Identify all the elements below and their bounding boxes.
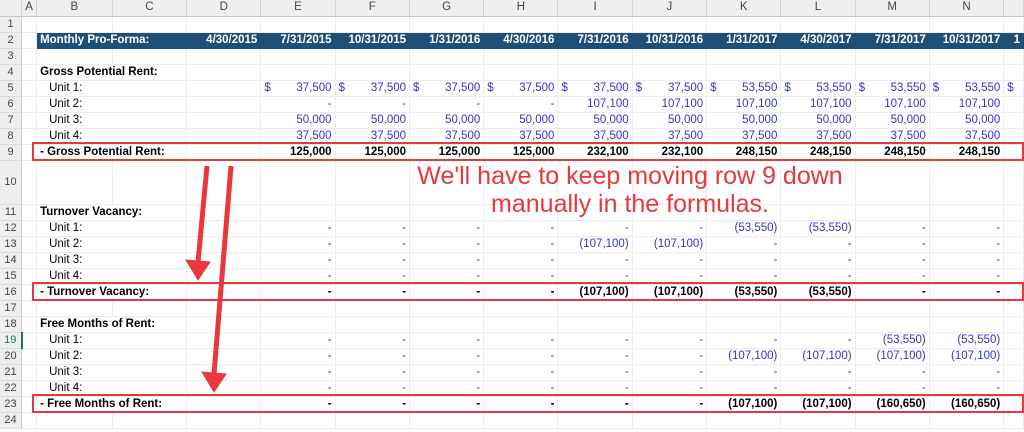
amount: 37,500 bbox=[519, 81, 555, 94]
value-cell[interactable]: - bbox=[632, 348, 707, 364]
row-header[interactable]: 12 bbox=[0, 220, 22, 236]
value-cell[interactable]: - bbox=[261, 364, 335, 380]
row-label[interactable]: Unit 4: bbox=[37, 380, 187, 396]
column-header[interactable]: D bbox=[187, 0, 261, 16]
value-cell[interactable]: - bbox=[558, 220, 632, 236]
annotation-line: manually in the formulas. bbox=[491, 190, 769, 218]
value-cell[interactable]: - bbox=[632, 252, 707, 268]
value-cell[interactable]: - bbox=[781, 268, 855, 284]
value-cell[interactable]: 50,000 bbox=[632, 112, 707, 128]
value-cell[interactable]: - bbox=[855, 236, 929, 252]
value-cell[interactable]: 107,100 bbox=[632, 96, 707, 112]
total-value-cell[interactable]: 248,150 bbox=[707, 144, 781, 160]
value-cell[interactable]: - bbox=[558, 380, 632, 396]
value-cell[interactable]: - bbox=[707, 252, 781, 268]
value-cell[interactable]: - bbox=[335, 268, 410, 284]
total-value-cell[interactable]: 125,000 bbox=[261, 144, 335, 160]
value-cell[interactable]: - bbox=[707, 236, 781, 252]
date-header[interactable]: 4/30/2016 bbox=[484, 32, 558, 48]
value-cell[interactable]: - bbox=[632, 268, 707, 284]
value-cell[interactable]: - bbox=[855, 268, 929, 284]
value-cell[interactable]: 37,500 bbox=[632, 128, 707, 144]
value-cell[interactable]: 50,000 bbox=[855, 112, 929, 128]
value-cell[interactable]: (53,550) bbox=[855, 332, 929, 348]
total-value-cell[interactable]: - bbox=[855, 284, 929, 300]
row-label[interactable]: Unit 2: bbox=[37, 236, 187, 252]
row-header[interactable]: 15 bbox=[0, 268, 22, 284]
row-header[interactable]: 24 bbox=[0, 412, 22, 428]
row-header[interactable]: 13 bbox=[0, 236, 22, 252]
value-cell[interactable]: 50,000 bbox=[410, 112, 484, 128]
proforma-title[interactable]: Monthly Pro-Forma: bbox=[37, 32, 187, 48]
value-cell[interactable]: 37,500 bbox=[707, 128, 781, 144]
date-header[interactable]: 4/30/2015 bbox=[187, 32, 261, 48]
column-header[interactable]: I bbox=[558, 0, 632, 16]
value-cell[interactable]: 37,500 bbox=[558, 128, 632, 144]
date-header[interactable]: 1/31/2017 bbox=[707, 32, 781, 48]
value-cell[interactable]: - bbox=[335, 236, 410, 252]
value-cell[interactable]: - bbox=[410, 332, 484, 348]
date-header[interactable]: 1 bbox=[1004, 32, 1024, 48]
total-value-cell[interactable]: - bbox=[558, 396, 632, 412]
total-value-cell[interactable]: (160,650) bbox=[929, 396, 1004, 412]
value-cell[interactable]: - bbox=[335, 252, 410, 268]
total-value-cell[interactable]: 232,100 bbox=[632, 144, 707, 160]
column-header[interactable]: B bbox=[37, 0, 113, 16]
value-cell[interactable]: - bbox=[855, 220, 929, 236]
total-value-cell[interactable]: - bbox=[484, 284, 558, 300]
row-header[interactable]: 17 bbox=[0, 300, 22, 316]
value-cell[interactable]: - bbox=[781, 252, 855, 268]
date-header[interactable]: 10/31/2016 bbox=[632, 32, 707, 48]
date-header[interactable]: 7/31/2015 bbox=[261, 32, 335, 48]
column-header[interactable]: L bbox=[781, 0, 855, 16]
value-cell[interactable]: - bbox=[781, 380, 855, 396]
value-cell[interactable]: (53,550) bbox=[781, 220, 855, 236]
section-title[interactable]: Turnover Vacancy: bbox=[37, 204, 187, 220]
value-cell[interactable]: - bbox=[929, 364, 1004, 380]
total-value-cell[interactable]: - bbox=[261, 284, 335, 300]
value-cell[interactable]: - bbox=[335, 96, 410, 112]
value-cell[interactable]: - bbox=[261, 252, 335, 268]
value-cell[interactable]: 107,100 bbox=[929, 96, 1004, 112]
date-header[interactable]: 10/31/2015 bbox=[335, 32, 410, 48]
amount: 53,550 bbox=[816, 81, 852, 94]
value-cell[interactable]: - bbox=[261, 220, 335, 236]
value-cell[interactable]: (53,550) bbox=[707, 220, 781, 236]
value-cell[interactable]: - bbox=[707, 364, 781, 380]
column-header[interactable]: K bbox=[707, 0, 781, 16]
value-cell[interactable]: - bbox=[558, 348, 632, 364]
dollar-sign: $ bbox=[264, 81, 271, 94]
row-label[interactable]: Unit 4: bbox=[37, 268, 187, 284]
row-header[interactable]: 2 bbox=[0, 32, 22, 48]
column-header[interactable]: G bbox=[410, 0, 484, 16]
value-cell[interactable]: - bbox=[410, 380, 484, 396]
value-cell[interactable]: - bbox=[707, 380, 781, 396]
row-label[interactable]: Unit 3: bbox=[37, 112, 187, 128]
row-label[interactable]: Unit 2: bbox=[37, 96, 187, 112]
row-label[interactable]: Unit 1: bbox=[37, 220, 187, 236]
arrow-down-icon bbox=[202, 166, 231, 392]
value-cell[interactable]: (107,100) bbox=[558, 236, 632, 252]
value-cell[interactable]: 37,500 bbox=[410, 128, 484, 144]
row-header[interactable]: 3 bbox=[0, 48, 22, 64]
value-cell[interactable]: - bbox=[632, 364, 707, 380]
column-header[interactable]: A bbox=[22, 0, 37, 16]
value-cell[interactable]: - bbox=[558, 252, 632, 268]
annotation-part: We'll have to keep bbox=[417, 162, 621, 190]
value-cell[interactable]: - bbox=[707, 332, 781, 348]
value-cell[interactable]: - bbox=[484, 380, 558, 396]
value-cell[interactable]: (107,100) bbox=[632, 236, 707, 252]
value-cell[interactable]: - bbox=[261, 268, 335, 284]
value-cell[interactable]: - bbox=[855, 252, 929, 268]
value-cell[interactable]: 50,000 bbox=[781, 112, 855, 128]
column-header[interactable]: E bbox=[261, 0, 335, 16]
value-cell[interactable]: 50,000 bbox=[707, 112, 781, 128]
value-cell[interactable]: - bbox=[558, 268, 632, 284]
row-header[interactable]: 23 bbox=[0, 396, 22, 412]
value-cell[interactable]: 37,500 bbox=[855, 128, 929, 144]
row-label[interactable]: Unit 2: bbox=[37, 348, 187, 364]
row-header[interactable]: 4 bbox=[0, 64, 22, 80]
total-value-cell[interactable]: - bbox=[929, 284, 1004, 300]
amount: 37,500 bbox=[445, 81, 481, 94]
value-cell[interactable]: - bbox=[335, 364, 410, 380]
value-cell[interactable]: - bbox=[855, 364, 929, 380]
value-cell[interactable]: - bbox=[410, 364, 484, 380]
value-cell[interactable]: - bbox=[781, 236, 855, 252]
value-cell[interactable]: - bbox=[632, 332, 707, 348]
dollar-sign: $ bbox=[413, 81, 420, 94]
value-cell[interactable]: - bbox=[632, 380, 707, 396]
row-label[interactable]: Unit 1: bbox=[37, 80, 187, 96]
amount: 53,550 bbox=[965, 81, 1001, 94]
value-cell[interactable]: 50,000 bbox=[484, 112, 558, 128]
value-cell[interactable]: - bbox=[335, 332, 410, 348]
annotation-line bbox=[280, 162, 980, 190]
total-value-cell[interactable]: - bbox=[632, 396, 707, 412]
column-header[interactable]: N bbox=[929, 0, 1004, 16]
row-header[interactable]: 18 bbox=[0, 316, 22, 332]
value-cell[interactable]: 37,500 bbox=[261, 128, 335, 144]
total-value-cell[interactable]: 232,100 bbox=[558, 144, 632, 160]
value-cell[interactable]: - bbox=[484, 348, 558, 364]
date-header[interactable]: 7/31/2016 bbox=[558, 32, 632, 48]
value-cell[interactable]: 50,000 bbox=[335, 112, 410, 128]
column-header[interactable]: C bbox=[112, 0, 187, 16]
value-cell[interactable]: - bbox=[410, 252, 484, 268]
total-value-cell[interactable]: (53,550) bbox=[707, 284, 781, 300]
value-cell[interactable]: - bbox=[707, 268, 781, 284]
total-value-cell[interactable]: - bbox=[410, 396, 484, 412]
value-cell[interactable]: 37,500 bbox=[781, 128, 855, 144]
date-header[interactable]: 10/31/2017 bbox=[929, 32, 1004, 48]
value-cell[interactable]: (107,100) bbox=[781, 348, 855, 364]
value-cell[interactable]: - bbox=[484, 332, 558, 348]
total-value-cell[interactable]: (107,100) bbox=[632, 284, 707, 300]
dollar-sign: $ bbox=[338, 81, 345, 94]
value-cell[interactable]: 37,500 bbox=[484, 128, 558, 144]
column-header[interactable]: M bbox=[855, 0, 929, 16]
value-cell[interactable]: - bbox=[484, 220, 558, 236]
row-label[interactable]: Unit 1: bbox=[37, 332, 187, 348]
total-value-cell[interactable]: (107,100) bbox=[558, 284, 632, 300]
row-header[interactable]: 21 bbox=[0, 364, 22, 380]
total-value-cell[interactable]: (107,100) bbox=[707, 396, 781, 412]
value-cell[interactable]: - bbox=[632, 220, 707, 236]
date-header[interactable]: 1/31/2016 bbox=[410, 32, 484, 48]
dollar-sign: $ bbox=[561, 81, 568, 94]
amount: 37,500 bbox=[370, 81, 407, 94]
value-cell[interactable]: - bbox=[335, 348, 410, 364]
amount: 53,550 bbox=[742, 81, 778, 94]
value-cell[interactable]: (53,550) bbox=[929, 332, 1004, 348]
total-value-cell[interactable]: (107,100) bbox=[781, 396, 855, 412]
row-header[interactable]: 7 bbox=[0, 112, 22, 128]
row-label[interactable]: Unit 3: bbox=[37, 364, 187, 380]
value-cell[interactable]: - bbox=[261, 236, 335, 252]
value-cell[interactable]: 107,100 bbox=[781, 96, 855, 112]
value-cell[interactable]: - bbox=[410, 268, 484, 284]
value-cell[interactable]: 107,100 bbox=[855, 96, 929, 112]
total-value-cell[interactable]: 125,000 bbox=[410, 144, 484, 160]
value-cell[interactable]: - bbox=[484, 268, 558, 284]
total-value-cell[interactable]: 125,000 bbox=[484, 144, 558, 160]
value-cell[interactable]: - bbox=[781, 332, 855, 348]
value-cell[interactable]: - bbox=[410, 348, 484, 364]
row-header[interactable]: 16 bbox=[0, 284, 22, 300]
value-cell[interactable]: 107,100 bbox=[558, 96, 632, 112]
value-cell[interactable]: - bbox=[410, 220, 484, 236]
value-cell[interactable]: (107,100) bbox=[855, 348, 929, 364]
amount: 37,500 bbox=[296, 81, 332, 94]
value-cell[interactable]: - bbox=[929, 268, 1004, 284]
value-cell[interactable]: - bbox=[781, 364, 855, 380]
value-cell[interactable]: - bbox=[410, 96, 484, 112]
date-header[interactable]: 7/31/2017 bbox=[855, 32, 929, 48]
value-cell[interactable]: 50,000 bbox=[929, 112, 1004, 128]
row-header[interactable]: 5 bbox=[0, 80, 22, 96]
value-cell[interactable]: - bbox=[929, 236, 1004, 252]
annotation-text bbox=[280, 162, 980, 218]
value-cell[interactable]: 107,100 bbox=[707, 96, 781, 112]
dollar-sign: $ bbox=[932, 81, 940, 94]
column-header[interactable]: H bbox=[484, 0, 558, 16]
value-cell[interactable]: - bbox=[261, 348, 335, 364]
row-label[interactable]: Unit 4: bbox=[37, 128, 187, 144]
total-label[interactable]: - Free Months of Rent: bbox=[37, 396, 187, 412]
value-cell[interactable]: 37,500 bbox=[335, 128, 410, 144]
value-cell[interactable]: - bbox=[929, 380, 1004, 396]
amount: 37,500 bbox=[667, 81, 704, 94]
row-header[interactable]: 6 bbox=[0, 96, 22, 112]
value-cell[interactable]: - bbox=[410, 236, 484, 252]
total-value-cell[interactable]: 125,000 bbox=[335, 144, 410, 160]
value-cell[interactable]: - bbox=[558, 332, 632, 348]
total-value-cell[interactable]: - bbox=[335, 284, 410, 300]
row-header[interactable]: 19 bbox=[0, 332, 22, 348]
section-title[interactable]: Free Months of Rent: bbox=[37, 316, 187, 332]
row-header[interactable]: 8 bbox=[0, 128, 22, 144]
total-value-cell[interactable]: 248,150 bbox=[781, 144, 855, 160]
amount: 53,550 bbox=[890, 81, 926, 94]
date-header[interactable]: 4/30/2017 bbox=[781, 32, 855, 48]
total-value-cell[interactable]: - bbox=[335, 396, 410, 412]
value-cell[interactable]: (107,100) bbox=[929, 348, 1004, 364]
total-label[interactable]: - Turnover Vacancy: bbox=[37, 284, 187, 300]
value-cell[interactable]: - bbox=[484, 96, 558, 112]
column-header[interactable]: F bbox=[335, 0, 410, 16]
column-header[interactable]: J bbox=[632, 0, 707, 16]
row-header[interactable]: 11 bbox=[0, 204, 22, 220]
amount: 37,500 bbox=[593, 81, 629, 94]
value-cell[interactable]: - bbox=[484, 252, 558, 268]
row-header[interactable]: 9 bbox=[0, 144, 22, 160]
value-cell[interactable]: - bbox=[558, 364, 632, 380]
total-value-cell[interactable]: - bbox=[410, 284, 484, 300]
value-cell[interactable]: - bbox=[484, 236, 558, 252]
total-value-cell[interactable]: (53,550) bbox=[781, 284, 855, 300]
dollar-sign: $ bbox=[784, 81, 791, 94]
section-title[interactable]: Gross Potential Rent: bbox=[37, 64, 187, 80]
value-cell[interactable]: $ bbox=[1004, 80, 1024, 96]
total-value-cell[interactable]: 248,150 bbox=[929, 144, 1004, 160]
total-value-cell[interactable]: (160,650) bbox=[855, 396, 929, 412]
value-cell[interactable]: 50,000 bbox=[558, 112, 632, 128]
row-header[interactable]: 14 bbox=[0, 252, 22, 268]
row-header[interactable]: 1 bbox=[0, 16, 22, 32]
row-header[interactable]: 20 bbox=[0, 348, 22, 364]
value-cell[interactable]: (107,100) bbox=[707, 348, 781, 364]
value-cell[interactable]: - bbox=[855, 380, 929, 396]
value-cell[interactable]: - bbox=[335, 220, 410, 236]
dollar-sign: $ bbox=[858, 81, 865, 94]
arrow-down-icon bbox=[186, 166, 210, 280]
total-label[interactable]: - Gross Potential Rent: bbox=[37, 144, 187, 160]
value-cell[interactable]: - bbox=[261, 332, 335, 348]
row-header[interactable]: 22 bbox=[0, 380, 22, 396]
total-value-cell[interactable]: - bbox=[484, 396, 558, 412]
dollar-sign: $ bbox=[635, 81, 643, 94]
value-cell[interactable]: - bbox=[261, 96, 335, 112]
total-value-cell[interactable]: 248,150 bbox=[855, 144, 929, 160]
value-cell[interactable]: - bbox=[484, 364, 558, 380]
value-cell[interactable]: - bbox=[929, 220, 1004, 236]
value-cell[interactable]: 50,000 bbox=[261, 112, 335, 128]
value-cell[interactable]: - bbox=[929, 252, 1004, 268]
row-header[interactable]: 10 bbox=[0, 160, 22, 204]
annotation-part: moving row 9 down bbox=[627, 162, 843, 190]
dollar-sign: $ bbox=[710, 81, 717, 94]
total-value-cell[interactable]: - bbox=[261, 396, 335, 412]
row-label[interactable]: Unit 3: bbox=[37, 252, 187, 268]
value-cell[interactable]: - bbox=[335, 380, 410, 396]
dollar-sign: $ bbox=[487, 81, 494, 94]
value-cell[interactable]: - bbox=[261, 380, 335, 396]
value-cell[interactable]: 37,500 bbox=[929, 128, 1004, 144]
